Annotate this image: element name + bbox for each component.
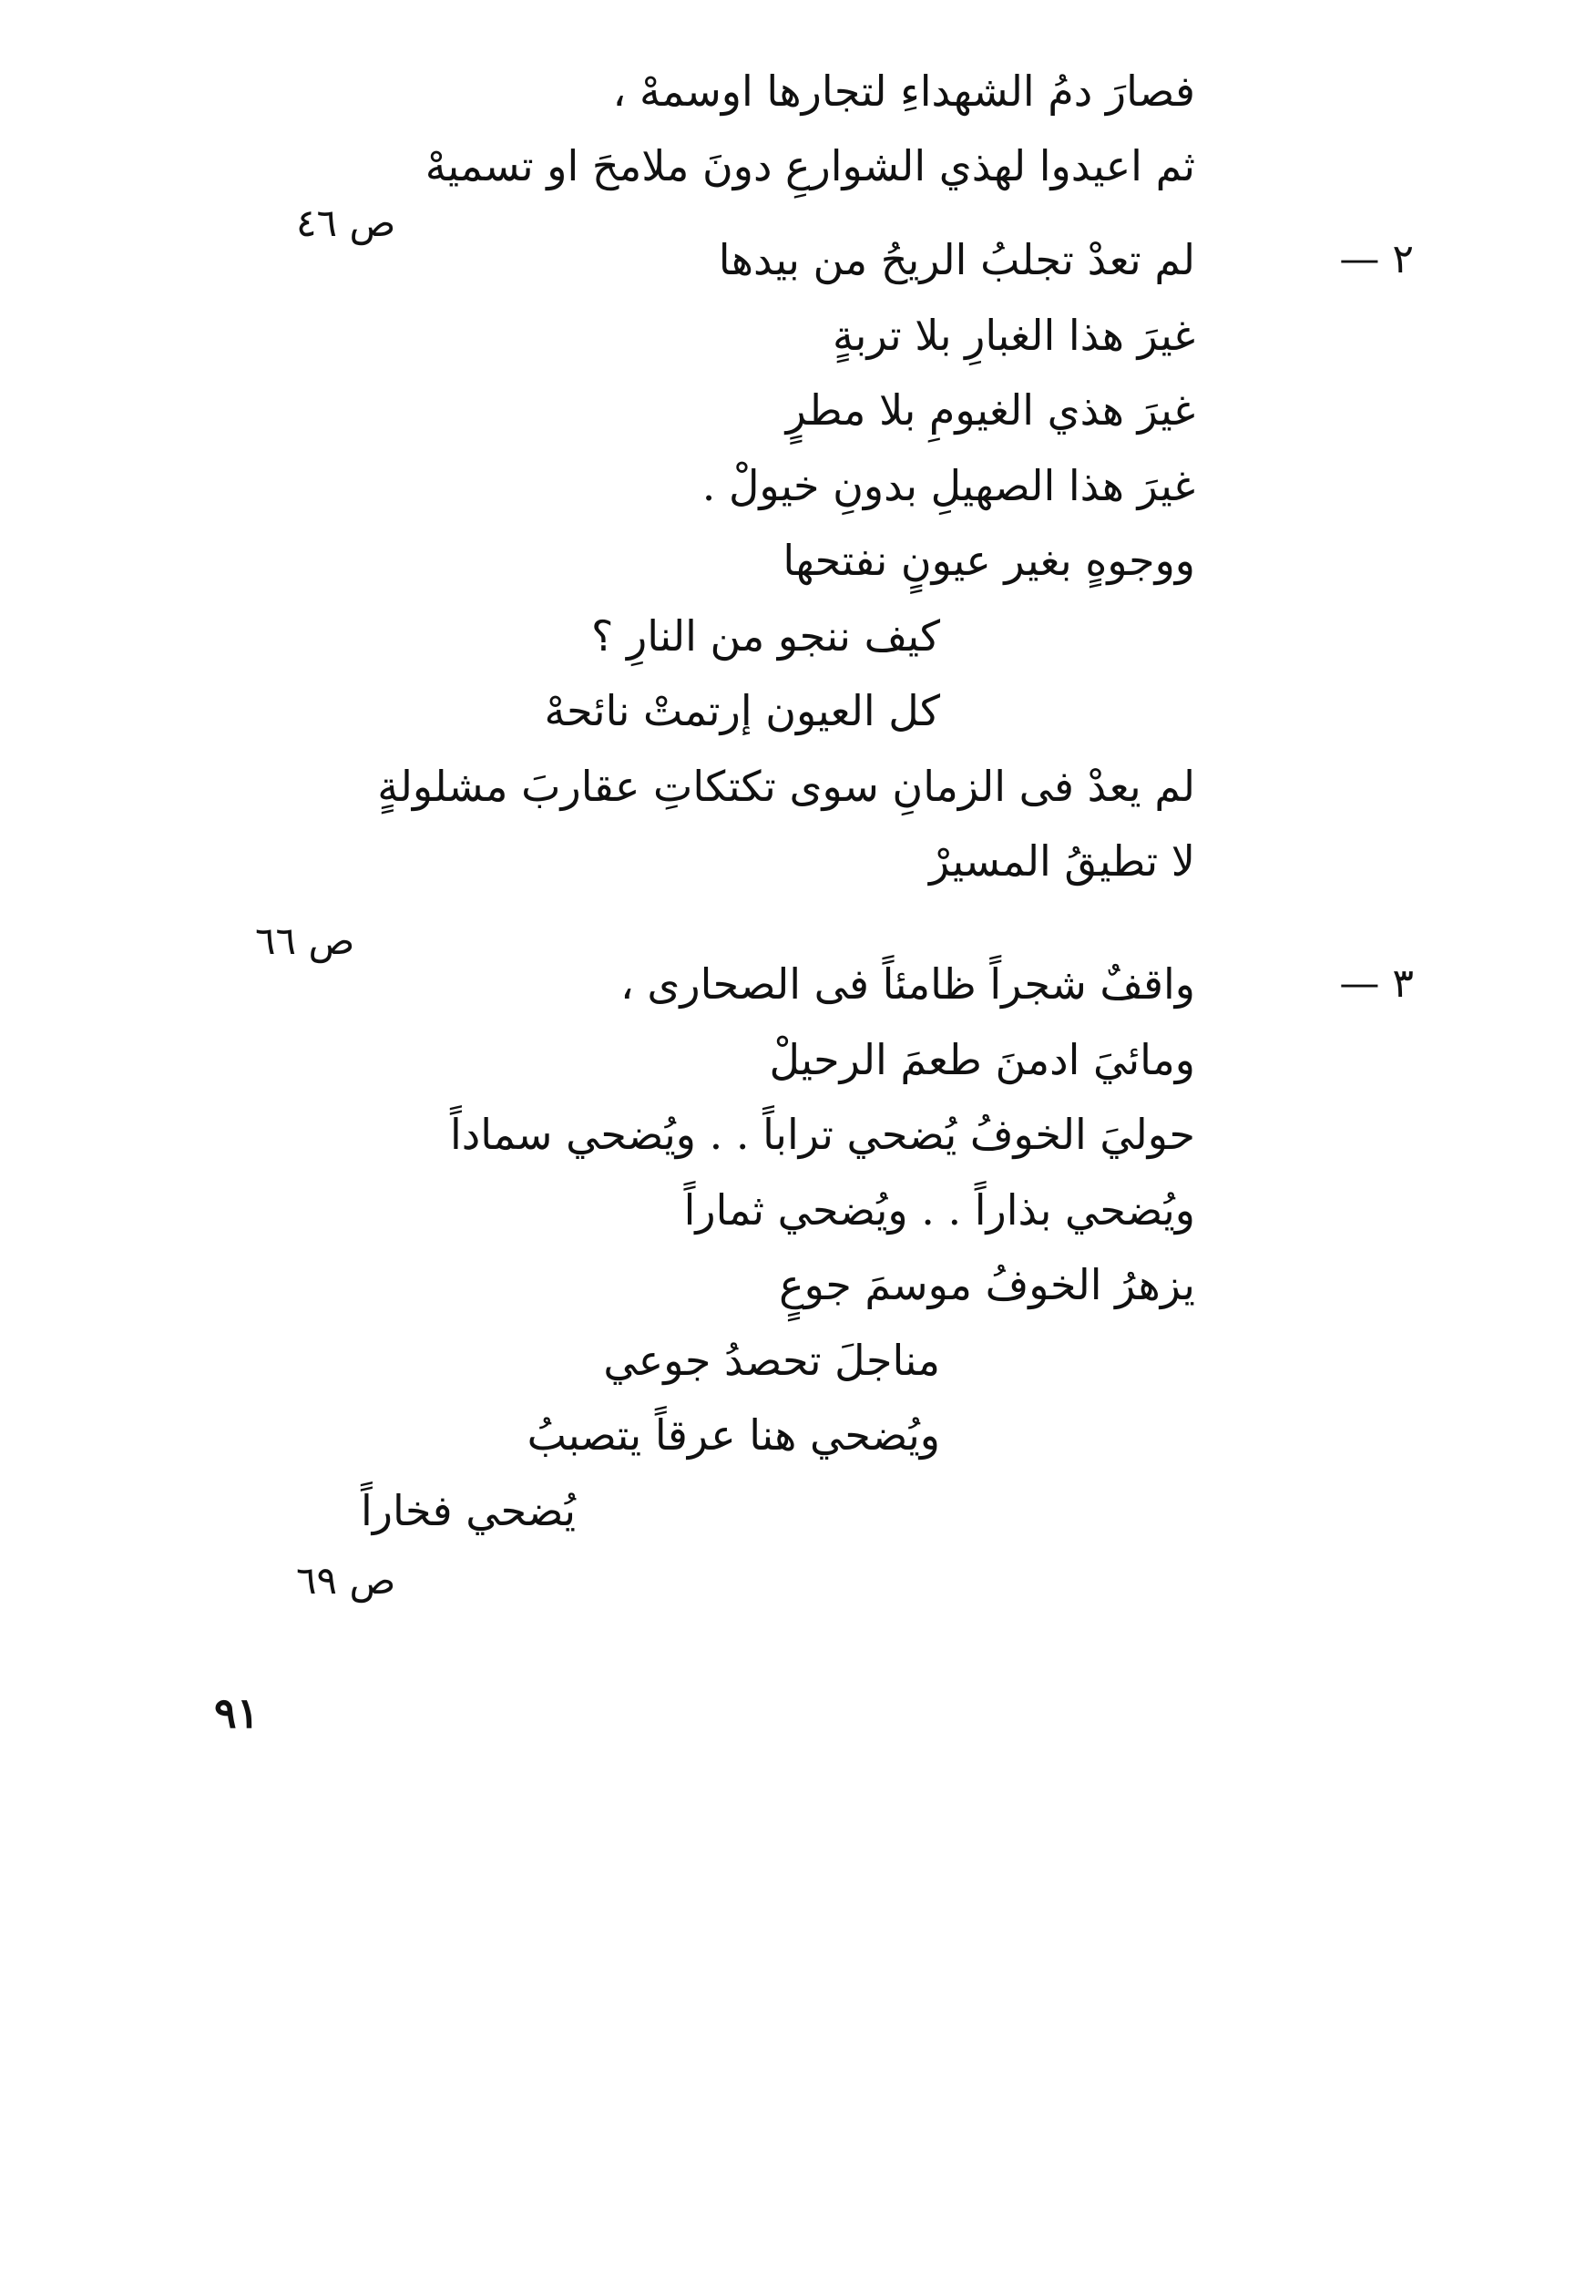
poem-line: ثم اعيدوا لهذي الشوارعِ دونَ ملامحَ او تسميهْ	[425, 141, 1195, 190]
poem-line: غيرَ هذا الصهيلِ بدونِ خيولْ .	[701, 461, 1195, 510]
poem-line: حوليَ الخوفُ يُضحي تراباً . . ويُضحي سماداً	[450, 1110, 1195, 1159]
poem-line: مناجلَ تحصدُ جوعي	[603, 1336, 940, 1385]
poem-line: ومائيَ ادمنَ طعمَ الرحيلْ	[769, 1035, 1195, 1084]
poem-line: لم تعدْ تجلبُ الريحُ من بيدها	[718, 235, 1195, 284]
poem-line: واقفٌ شجراً ظامئاً فى الصحارى ،	[619, 959, 1195, 1009]
poem-line: غيرَ هذي الغيومِ بلا مطرٍ	[785, 385, 1195, 435]
poem-line: يُضحي فخاراً	[360, 1486, 576, 1535]
page-reference: ص ٤٦	[296, 200, 396, 245]
poem-line: لم يعدْ فى الزمانِ سوى تكتكاتِ عقاربَ مشلولةٍ	[377, 762, 1195, 811]
page-reference: ص ٦٩	[296, 1558, 396, 1603]
page-reference: ص ٦٦	[255, 918, 355, 963]
poem-line: يزهرُ الخوفُ موسمَ جوعٍ	[779, 1260, 1195, 1309]
poem-line: ووجوهٍ بغير عيونٍ نفتحها	[783, 536, 1195, 585]
poem-line: ويُضحي بذاراً . . ويُضحي ثماراً	[683, 1185, 1195, 1235]
page-number: ٩١	[214, 1688, 260, 1737]
poem-line: غيرَ هذا الغبارِ بلا تربةٍ	[833, 311, 1195, 360]
poem-line: لا تطيقُ المسيرْ	[929, 836, 1195, 886]
section-number: ٢ —	[1339, 236, 1414, 282]
poem-line: فصارَ دمُ الشهداءِ لتجارها اوسمهْ ،	[612, 67, 1195, 116]
poem-line: ويُضحي هنا عرقاً يتصببُ	[527, 1410, 940, 1460]
poem-line: كيف ننجو من النارِ ؟	[590, 611, 940, 661]
poem-line: كل العيون إرتمتْ نائحهْ	[544, 686, 940, 735]
section-number: ٣ —	[1339, 960, 1414, 1007]
